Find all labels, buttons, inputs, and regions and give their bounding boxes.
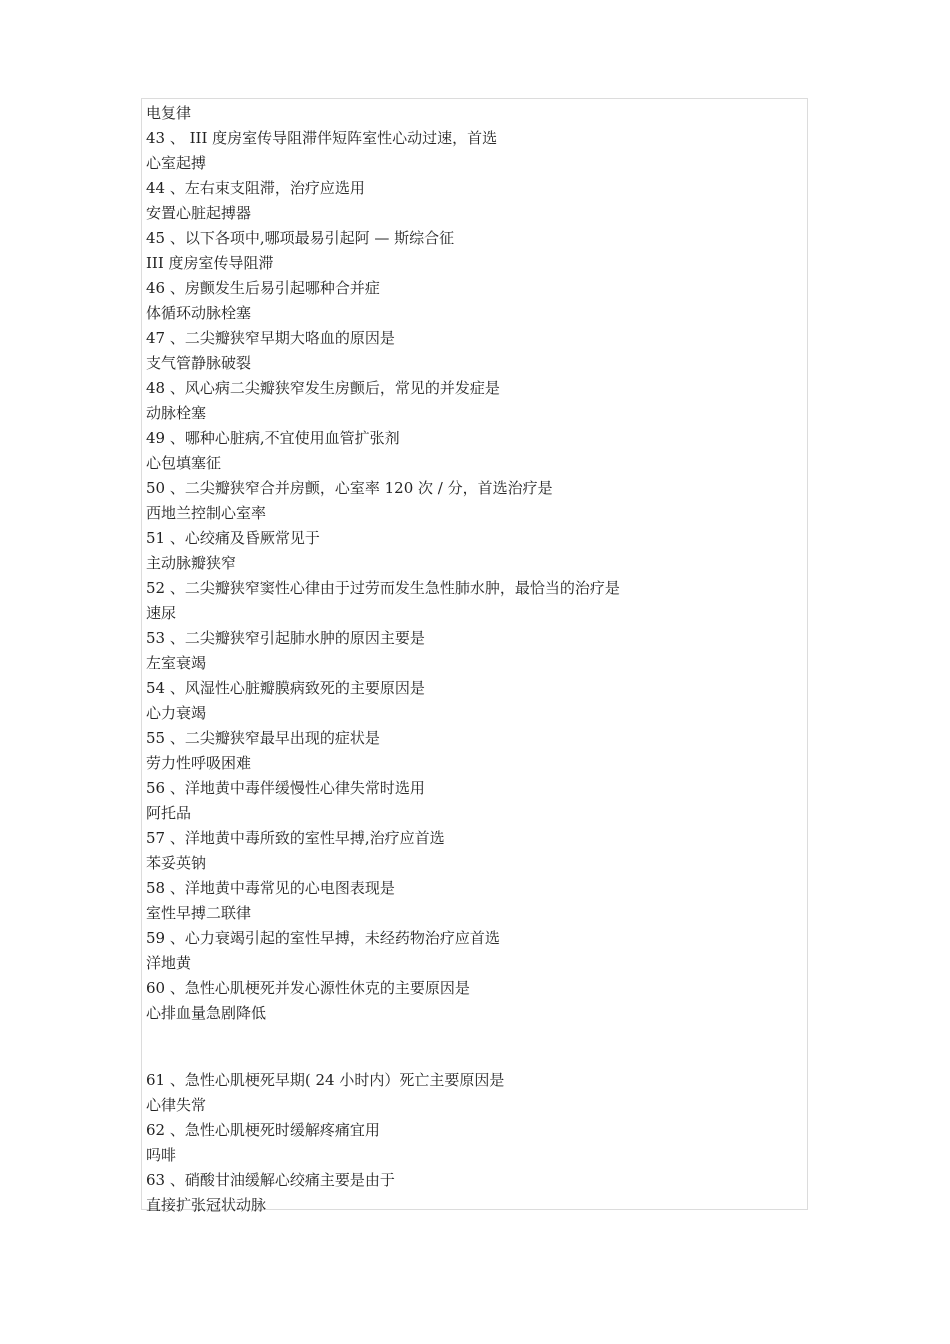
text-line: 62 、急性心肌梗死时缓解疼痛宜用	[146, 1121, 380, 1139]
text-line: 45 、以下各项中,哪项最易引起阿 — 斯综合征	[146, 229, 455, 247]
text-line: 体循环动脉栓塞	[146, 304, 252, 322]
text-line: 劳力性呼吸困难	[146, 754, 252, 772]
text-line: III 度房室传导阻滞	[146, 254, 274, 272]
text-line: 苯妥英钠	[146, 854, 207, 872]
text-line: 洋地黄	[146, 954, 192, 972]
text-line: 心律失常	[146, 1096, 207, 1114]
text-line: 动脉栓塞	[146, 404, 207, 422]
text-line: 安置心脏起搏器	[146, 204, 252, 222]
text-line: 西地兰控制心室率	[146, 504, 267, 522]
text-line: 心排血量急剧降低	[146, 1004, 267, 1022]
text-line: 63 、硝酸甘油缓解心绞痛主要是由于	[146, 1171, 395, 1189]
text-line: 56 、洋地黄中毒伴缓慢性心律失常时选用	[146, 779, 425, 797]
text-line: 室性早搏二联律	[146, 904, 252, 922]
text-line: 57 、洋地黄中毒所致的室性早搏,治疗应首选	[146, 829, 445, 847]
text-line: 心室起搏	[146, 154, 207, 172]
text-line: 59 、心力衰竭引起的室性早搏，未经药物治疗应首选	[146, 929, 500, 947]
text-line: 电复律	[146, 104, 192, 122]
text-line: 46 、房颤发生后易引起哪种合并症	[146, 279, 380, 297]
text-line: 主动脉瓣狭窄	[146, 554, 237, 572]
text-line: 48 、风心病二尖瓣狭窄发生房颤后，常见的并发症是	[146, 379, 500, 397]
text-line: 54 、风湿性心脏瓣膜病致死的主要原因是	[146, 679, 425, 697]
qa-text-block	[146, 101, 620, 1218]
text-line: 49 、哪种心脏病,不宜使用血管扩张剂	[146, 429, 400, 447]
paragraph-gap	[146, 1026, 620, 1068]
text-line: 44 、左右束支阻滞，治疗应选用	[146, 179, 365, 197]
text-line: 52 、二尖瓣狭窄窦性心律由于过劳而发生急性肺水肿，最恰当的治疗是	[146, 579, 620, 597]
text-line: 直接扩张冠状动脉	[146, 1196, 267, 1214]
text-line: 43 、 III 度房室传导阻滞伴短阵室性心动过速，首选	[146, 129, 498, 147]
text-line: 支气管静脉破裂	[146, 354, 252, 372]
text-line: 61 、急性心肌梗死早期( 24 小时内）死亡主要原因是	[146, 1071, 505, 1089]
text-line: 速尿	[146, 604, 177, 622]
text-line: 51 、心绞痛及昏厥常见于	[146, 529, 320, 547]
text-line: 50 、二尖瓣狭窄合并房颤，心室率 120 次 / 分，首选治疗是	[146, 479, 553, 497]
text-line: 47 、二尖瓣狭窄早期大咯血的原因是	[146, 329, 395, 347]
text-line: 60 、急性心肌梗死并发心源性休克的主要原因是	[146, 979, 470, 997]
text-line: 58 、洋地黄中毒常见的心电图表现是	[146, 879, 395, 897]
text-line: 左室衰竭	[146, 654, 207, 672]
text-line: 心力衰竭	[146, 704, 207, 722]
text-line: 心包填塞征	[146, 454, 222, 472]
text-line: 53 、二尖瓣狭窄引起肺水肿的原因主要是	[146, 629, 425, 647]
text-line: 吗啡	[146, 1146, 177, 1164]
text-line: 阿托品	[146, 804, 192, 822]
text-line: 55 、二尖瓣狭窄最早出现的症状是	[146, 729, 380, 747]
